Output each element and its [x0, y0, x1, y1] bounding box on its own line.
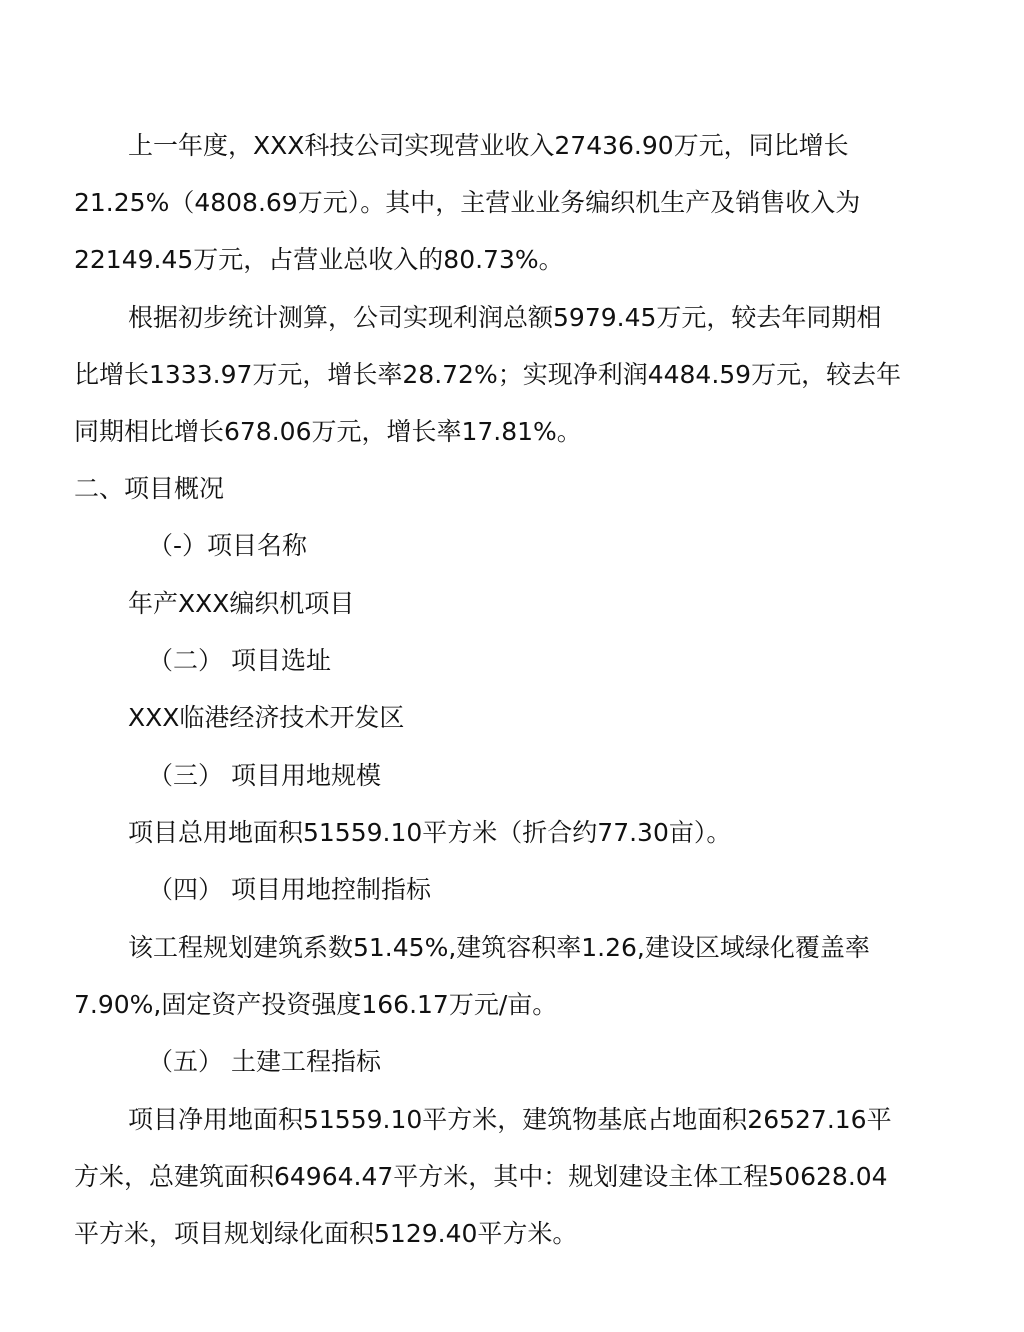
subsection-5-heading: （五） 土建工程指标 [148, 1047, 381, 1076]
subsection-3-heading: （三） 项目用地规模 [148, 761, 381, 790]
subsection-1-heading: （-）项目名称 [148, 531, 308, 560]
subsection-2-heading: （二） 项目选址 [148, 646, 331, 675]
paragraph-1-line-3: 22149.45万元，占营业总收入的80.73%。 [74, 245, 564, 274]
paragraph-2-line-1: 根据初步统计测算，公司实现利润总额5979.45万元，较去年同期相 [128, 303, 882, 332]
subsection-3-content: 项目总用地面积51559.10平方米（折合约77.30亩）。 [128, 818, 732, 847]
paragraph-1-line-1: 上一年度，XXX科技公司实现营业收入27436.90万元，同比增长 [128, 131, 849, 160]
subsection-5-line-1: 项目净用地面积51559.10平方米，建筑物基底占地面积26527.16平 [128, 1105, 892, 1134]
subsection-5-line-3: 平方米，项目规划绿化面积5129.40平方米。 [74, 1219, 578, 1248]
subsection-4-heading: （四） 项目用地控制指标 [148, 875, 431, 904]
subsection-4-line-2: 7.90%,固定资产投资强度166.17万元/亩。 [74, 990, 558, 1019]
subsection-5-line-2: 方米，总建筑面积64964.47平方米，其中：规划建设主体工程50628.04 [74, 1162, 888, 1191]
paragraph-2-line-3: 同期相比增长678.06万元，增长率17.81%。 [74, 417, 582, 446]
subsection-2-content: XXX临港经济技术开发区 [128, 703, 405, 732]
section-heading: 二、项目概况 [74, 474, 225, 503]
subsection-4-line-1: 该工程规划建筑系数51.45%,建筑容积率1.26,建设区域绿化覆盖率 [128, 933, 870, 962]
paragraph-1-line-2: 21.25%（4808.69万元）。其中，主营业业务编织机生产及销售收入为 [74, 188, 861, 217]
subsection-1-content: 年产XXX编织机项目 [128, 589, 355, 618]
paragraph-2-line-2: 比增长1333.97万元，增长率28.72%；实现净利润4484.59万元，较去年 [74, 360, 902, 389]
